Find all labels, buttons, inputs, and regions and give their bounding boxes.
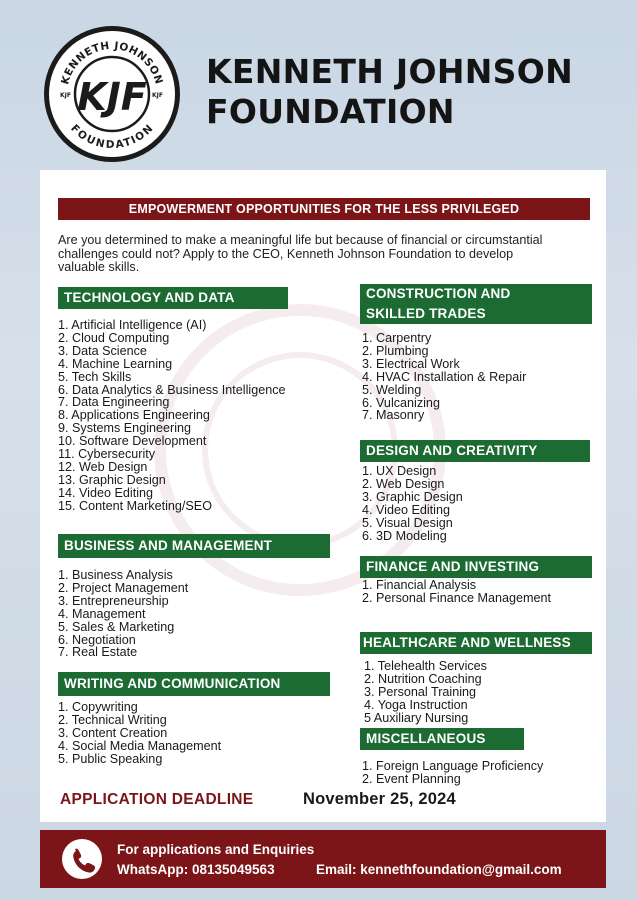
list-item: 1. Telehealth Services	[364, 659, 487, 673]
construction-list	[362, 332, 602, 422]
technology-list	[58, 319, 348, 513]
list-item: 7. Data Engineering	[58, 395, 170, 410]
list-item: 3. Data Science	[58, 343, 147, 358]
list-item: 4. Management	[58, 606, 146, 621]
footer-whatsapp[interactable]: WhatsApp: 08135049563	[117, 862, 275, 877]
list-item: 12. Web Design	[58, 459, 148, 474]
footer-email[interactable]: Email: kennethfoundation@gmail.com	[316, 862, 562, 877]
deadline-date: November 25, 2024	[303, 790, 456, 808]
list-item: 3. Electrical Work	[362, 356, 460, 371]
list-item: 7. Masonry	[362, 408, 425, 423]
list-item: 1. Carpentry	[362, 331, 432, 345]
section-title-finance: FINANCE AND INVESTING	[360, 556, 592, 578]
svg-text:FOUNDATION	[68, 123, 156, 152]
deadline-label: APPLICATION DEADLINE	[60, 791, 254, 808]
phone-icon	[62, 839, 102, 879]
list-item: 4. Social Media Management	[58, 738, 222, 753]
misc-list	[362, 760, 602, 786]
list-item: 6. 3D Modeling	[362, 528, 447, 543]
list-item: 5. Public Speaking	[58, 751, 163, 766]
writing-list	[58, 701, 348, 766]
list-item: 6. Vulcanizing	[362, 395, 440, 410]
list-item: 1. Financial Analysis	[362, 578, 477, 592]
list-item: 11. Cybersecurity	[58, 447, 156, 462]
list-item: 2. Event Planning	[362, 771, 461, 786]
section-title-technology: TECHNOLOGY AND DATA	[58, 287, 288, 309]
list-item: 1. Business Analysis	[58, 568, 173, 582]
list-item: 7. Real Estate	[58, 645, 138, 660]
section-title-health: HEALTHCARE AND WELLNESS	[360, 632, 592, 654]
list-item: 3. Entrepreneurship	[58, 593, 169, 608]
org-title	[206, 52, 606, 132]
list-item: 6. Negotiation	[58, 632, 136, 647]
list-item: 5. Welding	[362, 382, 422, 397]
org-title-line1: KENNETH JOHNSON	[206, 52, 574, 91]
finance-list	[362, 579, 602, 605]
list-item: 1. UX Design	[362, 464, 437, 478]
logo-top-text: KENNETH JOHNSON	[59, 39, 165, 86]
list-item: 10. Software Development	[58, 434, 207, 449]
list-item: 4. Yoga Instruction	[364, 697, 468, 712]
logo-small-left: KJF	[60, 92, 71, 99]
logo-small-right: KJF	[152, 92, 163, 99]
contact-footer	[40, 830, 606, 888]
list-item: 9. Systems Engineering	[58, 421, 192, 436]
list-item: 13. Graphic Design	[58, 472, 166, 487]
list-item: 2. Personal Finance Management	[362, 590, 552, 605]
list-item: 14. Video Editing	[58, 485, 153, 500]
list-item: 4. Video Editing	[362, 502, 450, 517]
list-item: 2. Nutrition Coaching	[364, 671, 482, 686]
header	[0, 0, 637, 160]
list-item: 5. Visual Design	[362, 515, 453, 530]
list-item: 2. Project Management	[58, 580, 189, 595]
list-item: 6. Data Analytics & Business Intelligence	[58, 382, 286, 397]
logo-mark: KJF	[77, 75, 147, 119]
list-item: 3. Content Creation	[58, 725, 168, 740]
footer-title: For applications and Enquiries	[117, 842, 315, 857]
design-list	[362, 465, 602, 542]
list-item: 4. HVAC Installation & Repair	[362, 369, 527, 384]
org-title-line2: FOUNDATION	[206, 92, 455, 131]
section-title-misc: MISCELLANEOUS	[360, 728, 524, 750]
health-list	[364, 660, 604, 725]
list-item: 3. Graphic Design	[362, 489, 463, 504]
list-item: 1. Copywriting	[58, 700, 138, 714]
list-item: 4. Machine Learning	[58, 356, 173, 371]
list-item: 5. Sales & Marketing	[58, 619, 175, 634]
section-title-construction-line1: CONSTRUCTION AND	[366, 286, 511, 301]
list-item: 1. Artificial Intelligence (AI)	[58, 318, 207, 332]
intro-text: Are you determined to make a meaningful life but because of financial or circumstantial challenges could not? Apply to the CEO, Kenneth Johnson Foundation to develop valuable skills.	[58, 233, 543, 274]
list-item: 15. Content Marketing/SEO	[58, 498, 213, 513]
logo-emblem	[49, 31, 175, 157]
section-title-business: BUSINESS AND MANAGEMENT	[58, 534, 330, 558]
foundation-logo	[44, 26, 180, 162]
section-title-construction-line2: SKILLED TRADES	[366, 306, 486, 321]
logo-bottom-text: FOUNDATION	[68, 122, 156, 152]
list-item: 5 Auxiliary Nursing	[364, 710, 469, 725]
business-list	[58, 569, 348, 659]
list-item: 2. Plumbing	[362, 343, 429, 358]
list-item: 2. Web Design	[362, 476, 445, 491]
section-title-design: DESIGN AND CREATIVITY	[360, 440, 590, 462]
empowerment-banner: EMPOWERMENT OPPORTUNITIES FOR THE LESS PRIVILEGED	[58, 198, 590, 220]
list-item: 3. Personal Training	[364, 684, 477, 699]
list-item: 5. Tech Skills	[58, 369, 132, 384]
section-title-writing: WRITING AND COMMUNICATION	[58, 672, 330, 696]
list-item: 1. Foreign Language Proficiency	[362, 759, 544, 773]
list-item: 8. Applications Engineering	[58, 408, 210, 423]
list-item: 2. Technical Writing	[58, 712, 167, 727]
section-title-construction	[360, 284, 592, 324]
list-item: 2. Cloud Computing	[58, 330, 170, 345]
